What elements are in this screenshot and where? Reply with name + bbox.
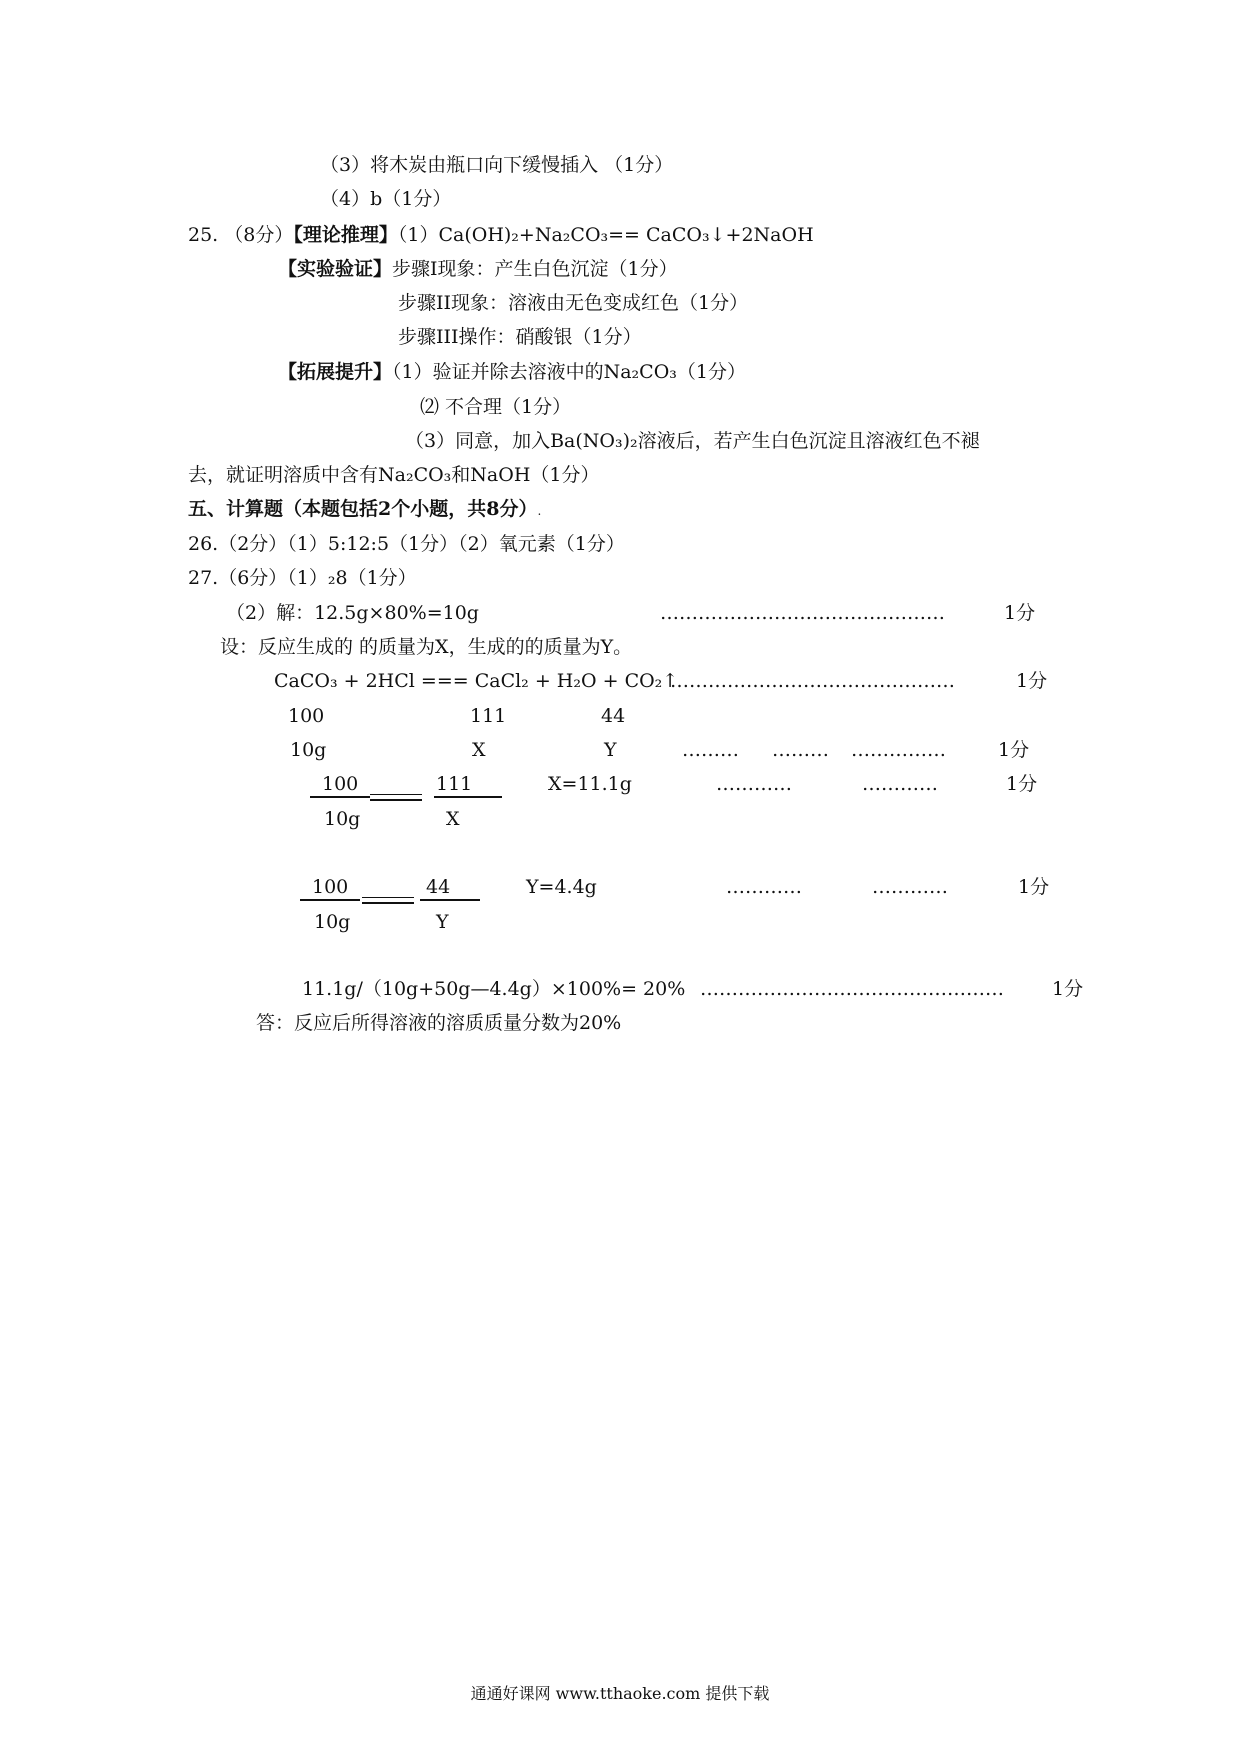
score-1: 1分 xyxy=(1004,602,1036,624)
q25-number: 25. （8分） xyxy=(188,224,294,246)
ext-line-1 xyxy=(278,360,746,384)
ratio2-den-left: 10g xyxy=(314,911,351,933)
ratio1-left-bar xyxy=(310,796,370,798)
ratio2-den-right: Y xyxy=(436,911,449,933)
q27-equation: CaCO₃ + 2HCl === CaCl₂ + H₂O + CO₂↑ xyxy=(274,670,679,692)
footer-source: 通通好课网 www.tthaoke.com 提供下载 xyxy=(470,1684,770,1703)
score-dots-3b: ……… xyxy=(772,739,829,761)
score-dots-3c: …………… xyxy=(851,739,946,761)
q27-let: 设：反应生成的 的质量为X，生成的的质量为Y。 xyxy=(220,636,633,658)
score-dots-2: ……………………………………… xyxy=(670,670,955,692)
score-dots-5b: ………… xyxy=(872,876,948,898)
score-dots-6: ………………………………………… xyxy=(700,978,1004,1000)
score-dots-1: ……………………………………… xyxy=(660,602,945,624)
ratio2-equals-bottom xyxy=(362,902,414,904)
q25-header-line xyxy=(188,223,814,247)
ratio1-equals-top xyxy=(370,794,422,795)
step1-text: 步骤Ⅰ现象：产生白色沉淀（1分） xyxy=(392,258,678,280)
exp-verify-line xyxy=(278,257,678,281)
score-dots-5a: ………… xyxy=(726,876,802,898)
score-4: 1分 xyxy=(1006,773,1038,795)
q24-line-4: （4）b（1分） xyxy=(320,188,452,210)
ext-tag: 【拓展提升】 xyxy=(278,361,393,383)
section5-title xyxy=(188,497,541,523)
ratio2-num-left: 100 xyxy=(312,876,349,898)
ratio1-equals-bottom xyxy=(370,799,422,801)
ratio1-num-right: 111 xyxy=(436,773,473,795)
ratio2-right-bar xyxy=(420,899,480,901)
mass-x: X xyxy=(472,739,486,761)
score-dots-4b: ………… xyxy=(862,773,938,795)
score-2: 1分 xyxy=(1016,670,1048,692)
coef-cacl2: 111 xyxy=(470,705,507,727)
exp-verify-tag: 【实验验证】 xyxy=(278,258,393,280)
ratio2-num-right: 44 xyxy=(426,876,451,898)
final-answer: 答：反应后所得溶液的溶质质量分数为20% xyxy=(256,1012,622,1034)
q27-header: 27.（6分）（1）₂8（1分） xyxy=(188,567,417,589)
coef-co2: 44 xyxy=(601,705,626,727)
ratio1-result: X=11.1g xyxy=(548,773,632,795)
mass-caco3: 10g xyxy=(290,739,327,761)
theory-equation: （1）Ca(OH)₂+Na₂CO₃== CaCO₃↓+2NaOH xyxy=(397,224,814,246)
ratio2-left-bar xyxy=(300,899,360,901)
ext1-text: （1）验证并除去溶液中的Na₂CO₃（1分） xyxy=(392,361,746,383)
score-6: 1分 xyxy=(1052,978,1084,1000)
score-5: 1分 xyxy=(1018,876,1050,898)
ratio1-den-right: X xyxy=(446,808,460,830)
mass-y: Y xyxy=(604,739,617,761)
section5-title-text: 五、计算题（本题包括2个小题，共8分） xyxy=(188,498,538,520)
q24-line-3: （3）将木炭由瓶口向下缓慢插入 （1分） xyxy=(320,154,674,176)
ratio1-right-bar xyxy=(434,796,502,798)
ratio1-num-left: 100 xyxy=(322,773,359,795)
theory-tag: 【理论推理】 xyxy=(293,224,398,246)
step3-text: 步骤III操作：硝酸银（1分） xyxy=(398,326,642,348)
score-dots-3a: ……… xyxy=(682,739,739,761)
ext3-text-b: 去，就证明溶质中含有Na₂CO₃和NaOH（1分） xyxy=(188,464,600,486)
ratio2-equals-top xyxy=(362,897,414,898)
q27-part2: （2）解：12.5g×80%=10g xyxy=(226,602,479,624)
score-3: 1分 xyxy=(998,739,1030,761)
coef-caco3: 100 xyxy=(288,705,325,727)
ext3-text-a: （3）同意，加入Ba(NO₃)₂溶液后，若产生白色沉淀且溶液红色不褪 xyxy=(405,430,980,452)
ratio1-den-left: 10g xyxy=(324,808,361,830)
final-calc: 11.1g/（10g+50g—4.4g）×100%= 20% xyxy=(302,978,686,1000)
step2-text: 步骤II现象：溶液由无色变成红色（1分） xyxy=(398,292,749,314)
ext2-text: ⑵ 不合理（1分） xyxy=(420,396,572,418)
score-dots-4a: ………… xyxy=(716,773,792,795)
ratio2-result: Y=4.4g xyxy=(526,876,597,898)
section5-mark: . xyxy=(537,504,542,518)
q26-text: 26.（2分）（1）5:12:5（1分）（2）氧元素（1分） xyxy=(188,533,625,555)
